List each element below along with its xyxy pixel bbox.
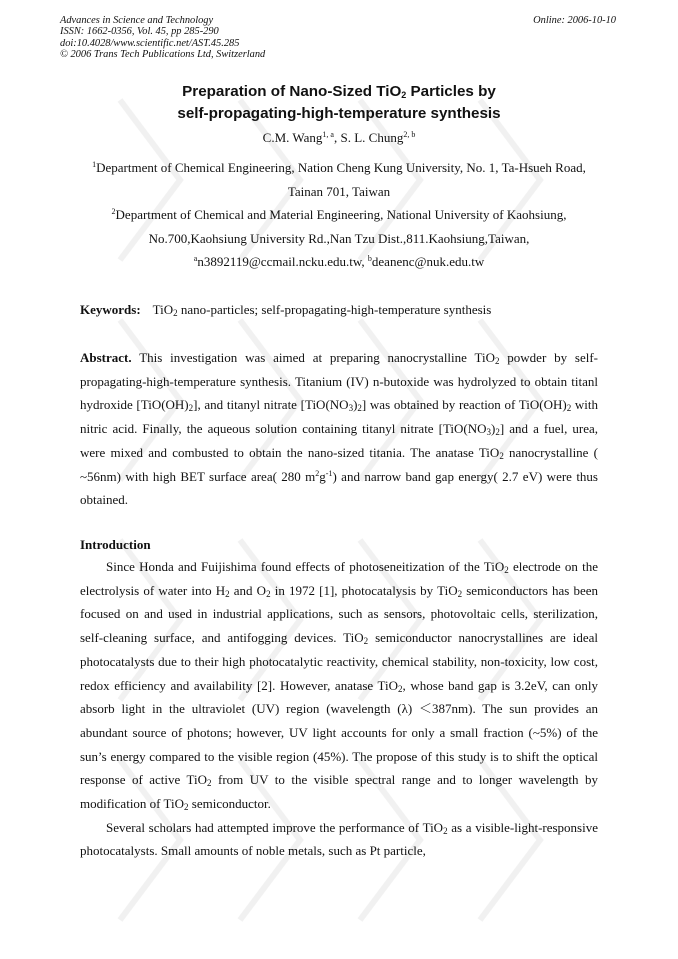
sub: 2 [457, 588, 463, 599]
text: in 1972 [1], photocatalysis by TiO [270, 582, 458, 598]
sub: 2 [504, 565, 509, 575]
keywords-label: Keywords: [80, 302, 141, 317]
aff-text: Department of Chemical Engineering, Nation Cheng Kung University, No. 1, Ta-Hsueh Road, [96, 160, 586, 175]
section-heading: Introduction [80, 537, 151, 552]
abstract-text: g [319, 468, 326, 484]
aff-text: No.700,Kaohsiung University Rd.,Nan Tzu Dist.,811.Kaohsiung,Taiwan, [148, 230, 530, 246]
doi-line: doi:10.4028/www.scientific.net/AST.45.285 [60, 37, 240, 49]
text: semiconductor. [188, 796, 271, 812]
text: semiconductors has been focused on and used in industrial applications, such as sensors, photovoltaic cells, sterilization, self-cleaning surface, and antifogging devices. TiO [80, 582, 598, 646]
sub: 2 [443, 825, 448, 836]
author-sup: 1, a [322, 130, 334, 139]
title-text: Particles by [406, 83, 496, 100]
sub: 2 [266, 588, 271, 599]
abstract [80, 346, 598, 512]
author-sep: , [333, 130, 341, 145]
aff-text: Tainan 701, Taiwan [287, 183, 391, 199]
keywords [80, 300, 588, 320]
text: as a visible-light-responsive photocatalysts. Small amounts of noble metals, such as Pt particle, [80, 819, 598, 859]
abstract-label: Abstract. [80, 350, 132, 365]
abstract-text: nanocrystalline ( ~56nm) with high BET surface area( 280 m [80, 444, 599, 484]
text: from UV to the visible spectral range and to longer wavelength by modification of TiO [80, 772, 598, 812]
abstract-text: ] was obtained by reaction of TiO(OH) [361, 397, 567, 413]
sub: 2 [207, 778, 212, 789]
journal-header [60, 15, 616, 61]
aff-sup: 2 [111, 207, 116, 216]
title-line-2: self-propagating-high-temperature synthesis [177, 105, 501, 122]
author-name: S. L. Chung [340, 130, 404, 145]
sub: 2 [494, 356, 500, 366]
author-sup: 2, b [403, 130, 416, 139]
email-sup: a [193, 254, 198, 263]
text: electrode on the electrolysis of water into H [80, 559, 599, 598]
text: Several scholars had attempted improve the performance of TiO [106, 819, 444, 835]
sub: 2 [225, 588, 230, 599]
text: Since Honda and Fuijishima found effects of photoseneitization of the TiO [106, 559, 505, 574]
abstract-text: ) [353, 397, 358, 413]
aff-sup: 1 [92, 160, 97, 169]
keywords-sub: 2 [173, 308, 178, 318]
email-b: deanenc@nuk.edu.tw [371, 254, 485, 269]
copyright-line: © 2006 Trans Tech Publications Ltd, Switzerland [60, 49, 266, 61]
journal-name: Advances in Science and Technology [60, 15, 214, 26]
sub: 2 [357, 403, 362, 414]
abstract-text: ] and a fuel, urea, were mixed and combusted to obtain the nano-sized titania. The anatase TiO [80, 421, 599, 460]
email-sup: b [367, 254, 372, 263]
sub: 3 [348, 403, 354, 414]
sup: -1 [325, 468, 333, 478]
paper-title [0, 81, 678, 125]
keywords-text: nano-particles; self-propagating-high-temperature synthesis [177, 302, 492, 317]
affiliation-1 [60, 156, 618, 203]
affiliation-2 [60, 203, 618, 274]
abstract-text: ) and narrow band gap energy( 2.7 eV) were thus obtained. [80, 468, 598, 508]
abstract-text: This investigation was aimed at preparing nanocrystalline TiO [131, 350, 495, 365]
sub: 2 [184, 802, 189, 813]
text: and O [229, 582, 267, 598]
abstract-text: powder by self-propagating-high-temperature synthesis. Titanium (IV) n-butoxide was hydrolyzed to obtain titanl hydroxide [TiO(OH) [80, 350, 598, 413]
author-list [60, 126, 618, 150]
sub: 2 [363, 636, 369, 647]
keywords-text: TiO [152, 302, 174, 317]
text: semiconductor nanocrystallines are ideal photocatalysts due to their high photocatalytic reactivity, chemical stability, non-toxicity, low cost, redox efficiency and availability [2]. However, anatase TiO [80, 630, 598, 693]
aff-text: Department of Chemical and Material Engineering, National University of Kaohsiung, [115, 207, 567, 222]
email-a: n3892119@ccmail.ncku.edu.tw, [197, 254, 368, 269]
intro-paragraph-2 [80, 816, 598, 863]
sub: 2 [566, 403, 572, 414]
email-line [60, 250, 618, 274]
sup: 2 [315, 468, 320, 478]
online-date: Online: 2006-10-10 [533, 15, 616, 26]
abstract-text: ], and titanyl nitrate [TiO(NO [193, 397, 349, 413]
sub: 2 [499, 450, 504, 461]
sub: 2 [188, 403, 194, 414]
author-name: C.M. Wang [262, 130, 323, 145]
text: , whose band gap is 3.2eV, can only absorb light in the ultraviolet (UV) region (wavelength (λ) ＜387nm). The sun provides an abundant source of photons; however, UV light accounts for only a small fraction (~5%) of the sun’s energy compared to the visible region (45%). The propose of this study is to shift the optical response of active TiO [80, 677, 598, 788]
abstract-text: with nitric acid. Finally, the aqueous solution containing titanyl nitrate [TiO(NO [80, 397, 598, 437]
title-text: Preparation of Nano-Sized TiO [182, 83, 402, 100]
issn-line: ISSN: 1662-0356, Vol. 45, pp 285-290 [60, 26, 219, 38]
title-subscript: 2 [401, 90, 407, 100]
sub: 3 [486, 427, 492, 438]
intro-paragraph-1 [80, 555, 598, 816]
sub: 2 [495, 427, 500, 438]
abstract-text: ) [491, 421, 496, 437]
sub: 2 [398, 683, 403, 694]
introduction-section [80, 535, 598, 863]
